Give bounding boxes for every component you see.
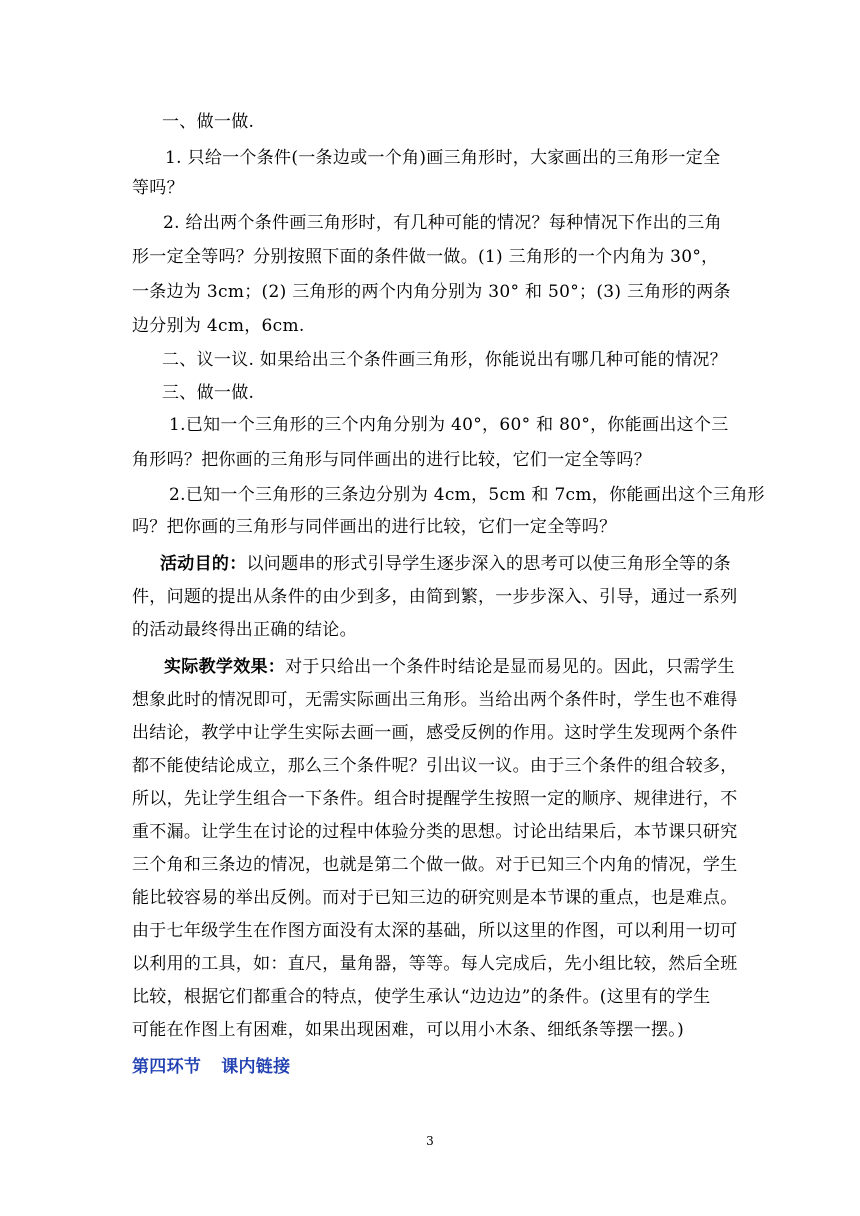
activity-purpose-line3: 的活动最终得出正确的结论。 — [132, 620, 357, 640]
teaching-effect-line4: 都不能使结论成立，那么三个条件呢？引出议一议。由于三个条件的组合较多， — [132, 756, 738, 776]
teaching-effect-line11: 比较，根据它们都重合的特点，使学生承认“边边边”的条件。(这里有的学生 — [132, 987, 711, 1007]
activity-purpose-line2: 件，问题的提出从条件的由少到多，由简到繁，一步步深入、引导，通过一系列 — [132, 587, 738, 607]
teaching-effect-line12: 可能在作图上有困难，如果出现困难，可以用小木条、细纸条等摆一摆。) — [132, 1020, 685, 1040]
s3-item2-line1: 2.已知一个三角形的三条边分别为 4cm，5cm 和 7cm，你能画出这个三角形 — [169, 485, 765, 505]
s1-item2-line3: 一条边为 3cm；(2) 三角形的两个内角分别为 30° 和 50°；(3) 三角形的两条 — [132, 282, 731, 302]
section-four-part2: 课内链接 — [221, 1057, 291, 1077]
activity-purpose-text: 以问题串的形式引导学生逐步深入的思考可以使三角形全等的条 — [246, 554, 731, 574]
s1-item1-line2: 等吗？ — [132, 178, 184, 198]
teaching-effect-line3: 出结论，教学中让学生实际去画一画，感受反例的作用。这时学生发现两个条件 — [132, 723, 738, 743]
teaching-effect-line7: 三个角和三条边的情况，也就是第二个做一做。对于已知三个内角的情况，学生 — [132, 855, 738, 875]
teaching-effect-line6: 重不漏。让学生在讨论的过程中体验分类的思想。讨论出结果后，本节课只研究 — [132, 822, 738, 842]
s1-item1-line1: 1. 只给一个条件(一条边或一个角)画三角形时，大家画出的三角形一定全 — [165, 148, 721, 168]
section-four-heading — [132, 1055, 290, 1079]
section-one-title: 一、做一做. — [162, 112, 255, 132]
teaching-effect-line9: 由于七年级学生在作图方面没有太深的基础，所以这里的作图，可以利用一切可 — [132, 921, 738, 941]
activity-purpose-label: 活动目的： — [160, 554, 247, 574]
s1-item2-line1: 2. 给出两个条件画三角形时，有几种可能的情况？每种情况下作出的三角 — [163, 213, 722, 233]
section-three-title: 三、做一做. — [162, 383, 255, 403]
s1-item2-line2: 形一定全等吗？分别按照下面的条件做一做。(1) 三角形的一个内角为 30°， — [132, 247, 719, 267]
teaching-effect-line1 — [164, 655, 735, 679]
teaching-effect-line5: 所以，先让学生组合一下条件。组合时提醒学生按照一定的顺序、规律进行，不 — [132, 789, 738, 809]
teaching-effect-label: 实际教学效果： — [164, 657, 286, 677]
s3-item2-line2: 吗？把你画的三角形与同伴画出的进行比较，它们一定全等吗？ — [132, 517, 617, 537]
s3-item1-line2: 角形吗？把你画的三角形与同伴画出的进行比较，它们一定全等吗？ — [132, 450, 651, 470]
teaching-effect-line2: 想象此时的情况即可，无需实际画出三角形。当给出两个条件时，学生也不难得 — [132, 690, 738, 710]
activity-purpose-line1 — [160, 552, 731, 576]
teaching-effect-line8: 能比较容易的举出反例。而对于已知三边的研究则是本节课的重点，也是难点。 — [132, 888, 738, 908]
s1-item2-line4: 边分别为 4cm，6cm. — [132, 316, 305, 336]
teaching-effect-text: 对于只给出一个条件时结论是显而易见的。因此，只需学生 — [285, 657, 735, 677]
section-four-part1: 第四环节 — [132, 1057, 202, 1077]
s3-item1-line1: 1.已知一个三角形的三个内角分别为 40°，60° 和 80°，你能画出这个三 — [169, 415, 729, 435]
page-number: 3 — [426, 1134, 434, 1148]
section-two-text: 二、议一议. 如果给出三个条件画三角形，你能说出有哪几种可能的情况？ — [162, 350, 728, 370]
teaching-effect-line10: 以利用的工具，如：直尺，量角器，等等。每人完成后，先小组比较，然后全班 — [132, 954, 738, 974]
